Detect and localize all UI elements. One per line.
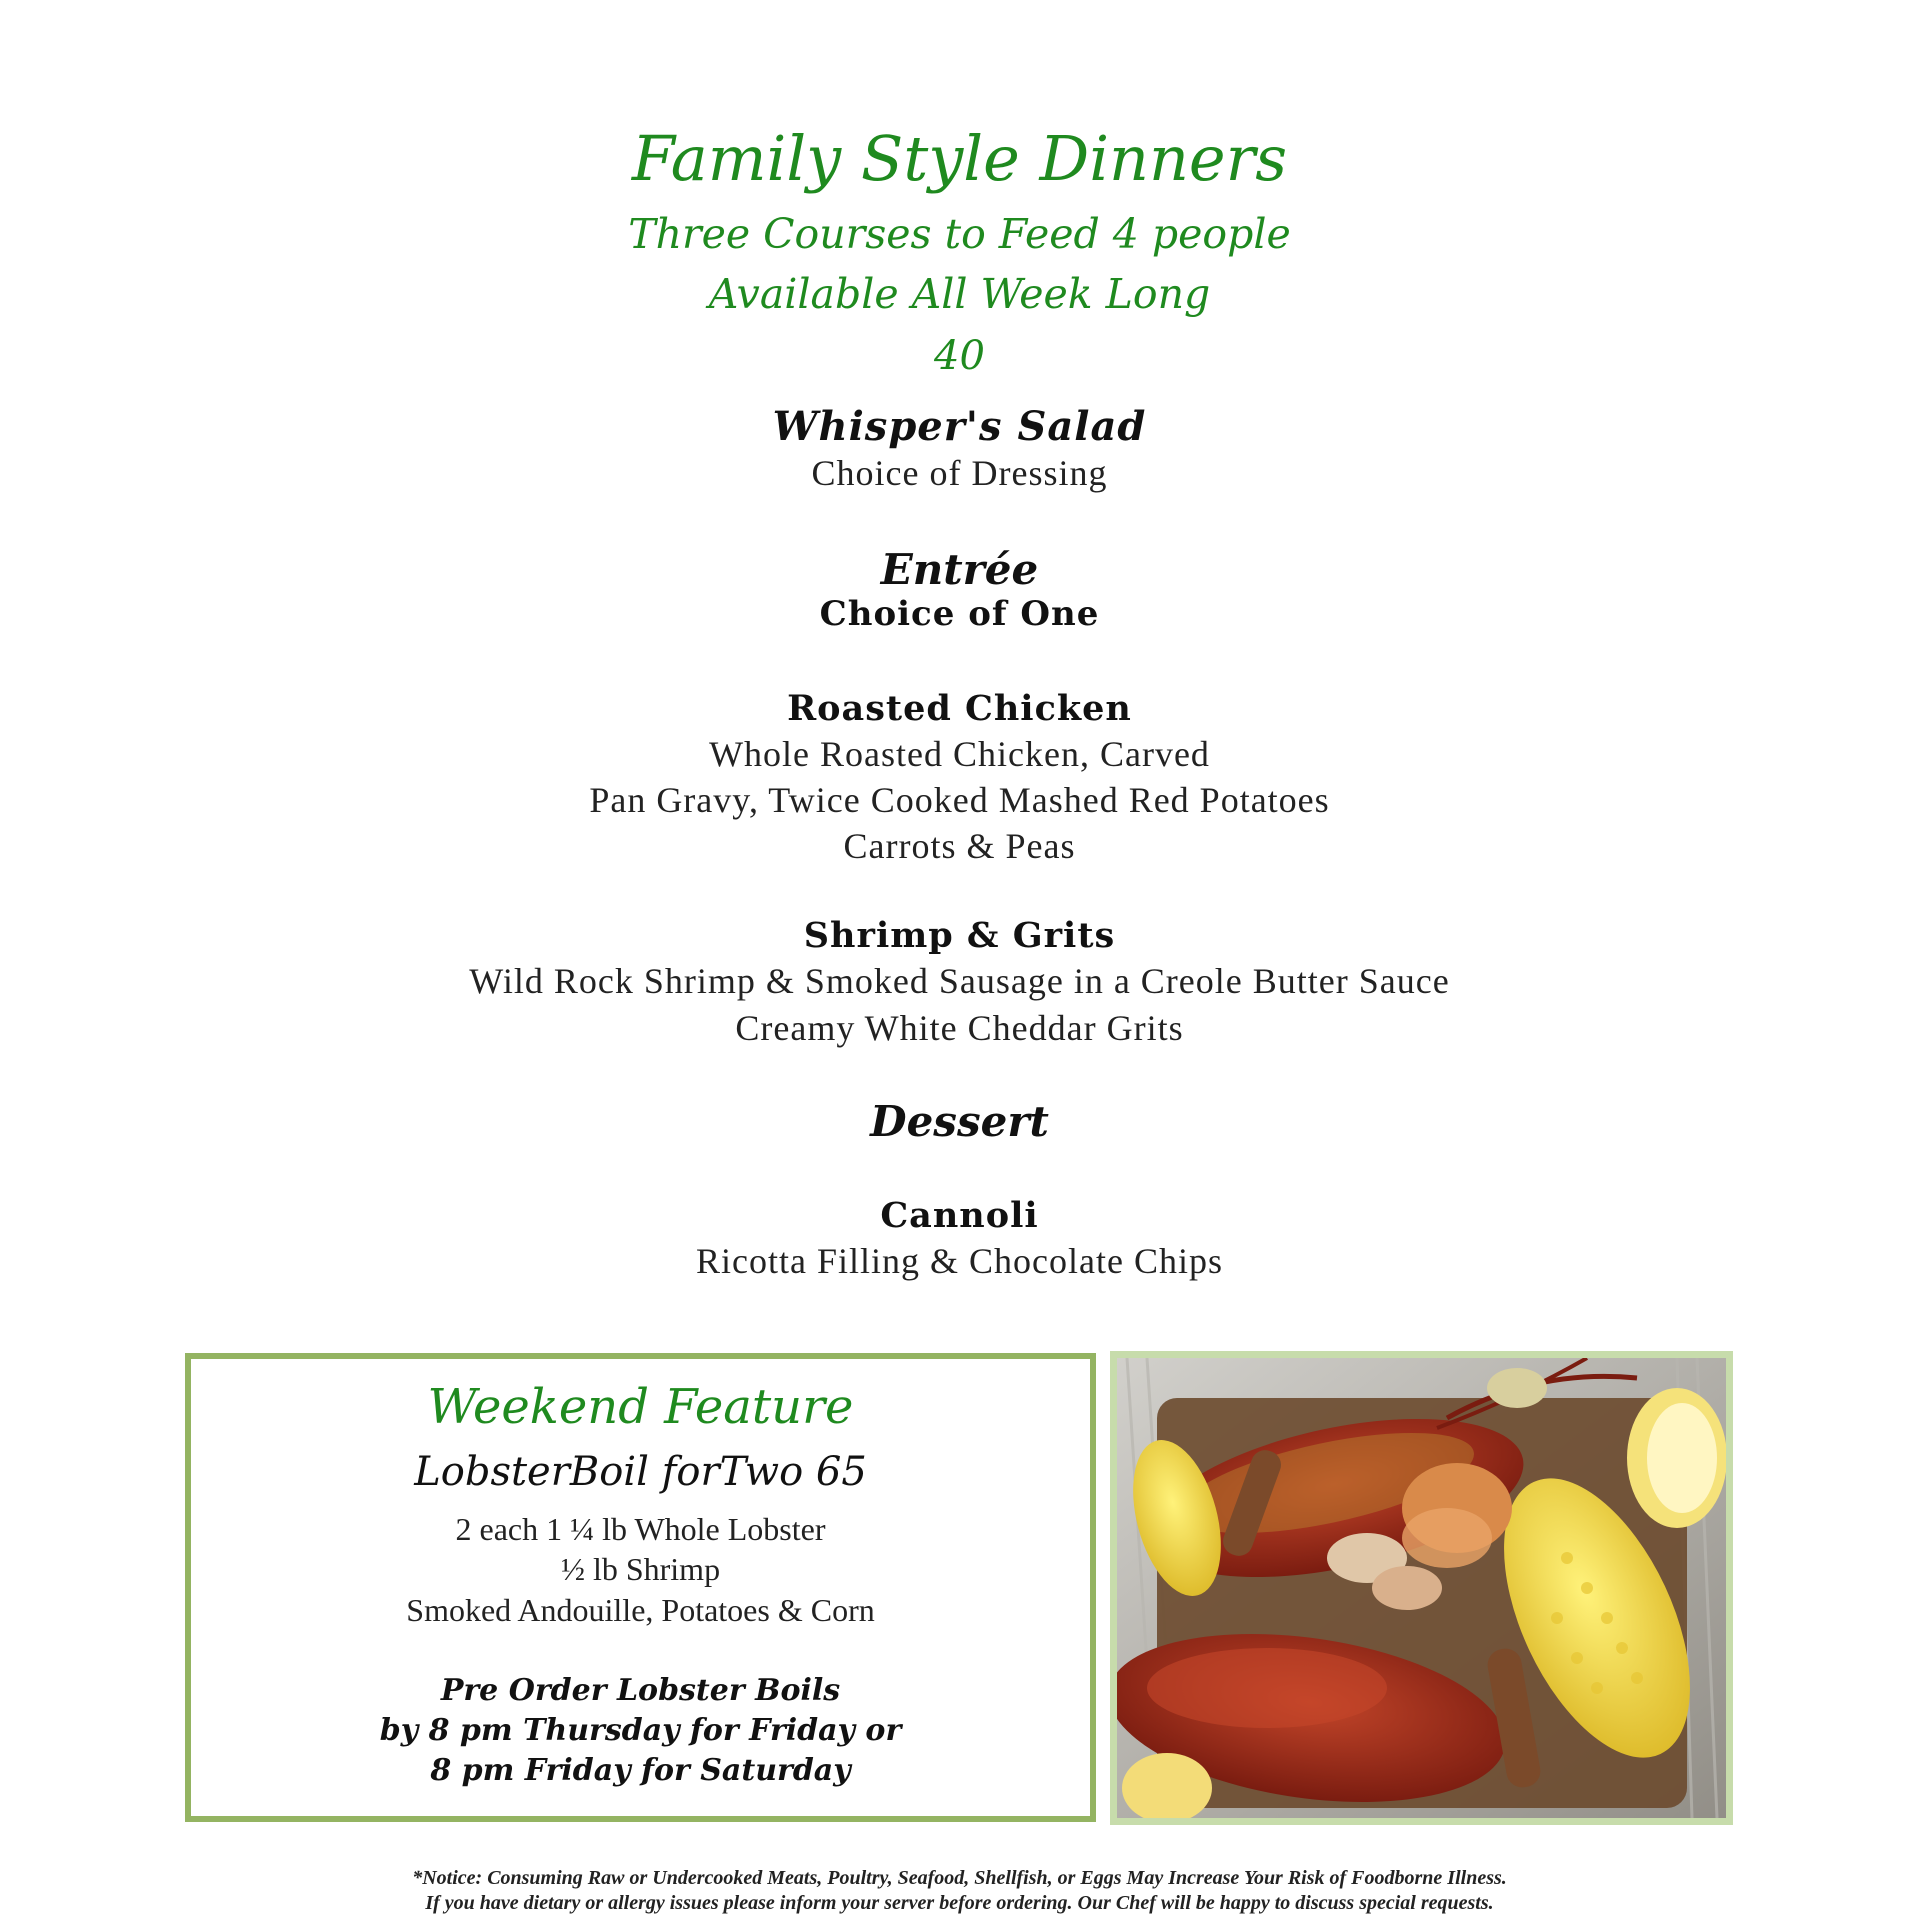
- weekend-feature-line: Smoked Andouille, Potatoes & Corn: [406, 1592, 875, 1628]
- weekend-feature-box: [185, 1353, 1096, 1822]
- entree-note: Choice of One: [819, 594, 1100, 634]
- menu-title: Family Style Dinners: [631, 122, 1288, 195]
- weekend-feature-line: ½ lb Shrimp: [560, 1551, 721, 1587]
- weekend-feature-title: Weekend Feature: [427, 1379, 854, 1435]
- salad-description: Choice of Dressing: [811, 453, 1108, 493]
- menu-subtitle-availability: Available All Week Long: [708, 270, 1211, 318]
- entree-item-line: Carrots & Peas: [843, 826, 1076, 866]
- entree-heading: Entrée: [880, 545, 1039, 594]
- entree-item-name: Roasted Chicken: [787, 688, 1132, 729]
- weekend-feature-preorder-note: by 8 pm Thursday for Friday or: [379, 1713, 902, 1748]
- entree-item-name: Shrimp & Grits: [803, 915, 1116, 956]
- menu-price: 40: [934, 333, 985, 379]
- notice-line: [0, 1892, 1919, 1915]
- weekend-feature-preorder-note: 8 pm Friday for Saturday: [430, 1753, 851, 1788]
- dessert-heading: Dessert: [870, 1097, 1049, 1146]
- entree-item-line: Pan Gravy, Twice Cooked Mashed Red Potatoes: [589, 780, 1330, 820]
- menu-subtitle-courses: Three Courses to Feed 4 people: [628, 210, 1291, 258]
- salad-heading: Whisper's Salad: [772, 403, 1147, 450]
- weekend-feature-preorder-note: Pre Order Lobster Boils: [440, 1673, 841, 1708]
- weekend-feature-line: 2 each 1 ¼ lb Whole Lobster: [455, 1511, 826, 1547]
- lobster-boil-photo: [1110, 1351, 1733, 1825]
- entree-item-line: Wild Rock Shrimp & Smoked Sausage in a Creole Butter Sauce: [469, 961, 1450, 1001]
- notice-text: If you have dietary or allergy issues please inform your server before ordering. Our Chef will be happy to discuss special requests.: [425, 1892, 1494, 1914]
- entree-item-line: Creamy White Cheddar Grits: [735, 1008, 1184, 1048]
- notice-line: [0, 1867, 1919, 1890]
- weekend-feature-dish: LobsterBoil forTwo 65: [414, 1449, 867, 1495]
- dessert-item-name: Cannoli: [880, 1195, 1039, 1236]
- notice-text: *Notice: Consuming Raw or Undercooked Meats, Poultry, Seafood, Shellfish, or Eggs May Increase Your Risk of Foodborne Illness.: [412, 1867, 1507, 1889]
- entree-item-line: Whole Roasted Chicken, Carved: [709, 734, 1210, 774]
- dessert-item-description: Ricotta Filling & Chocolate Chips: [696, 1241, 1223, 1281]
